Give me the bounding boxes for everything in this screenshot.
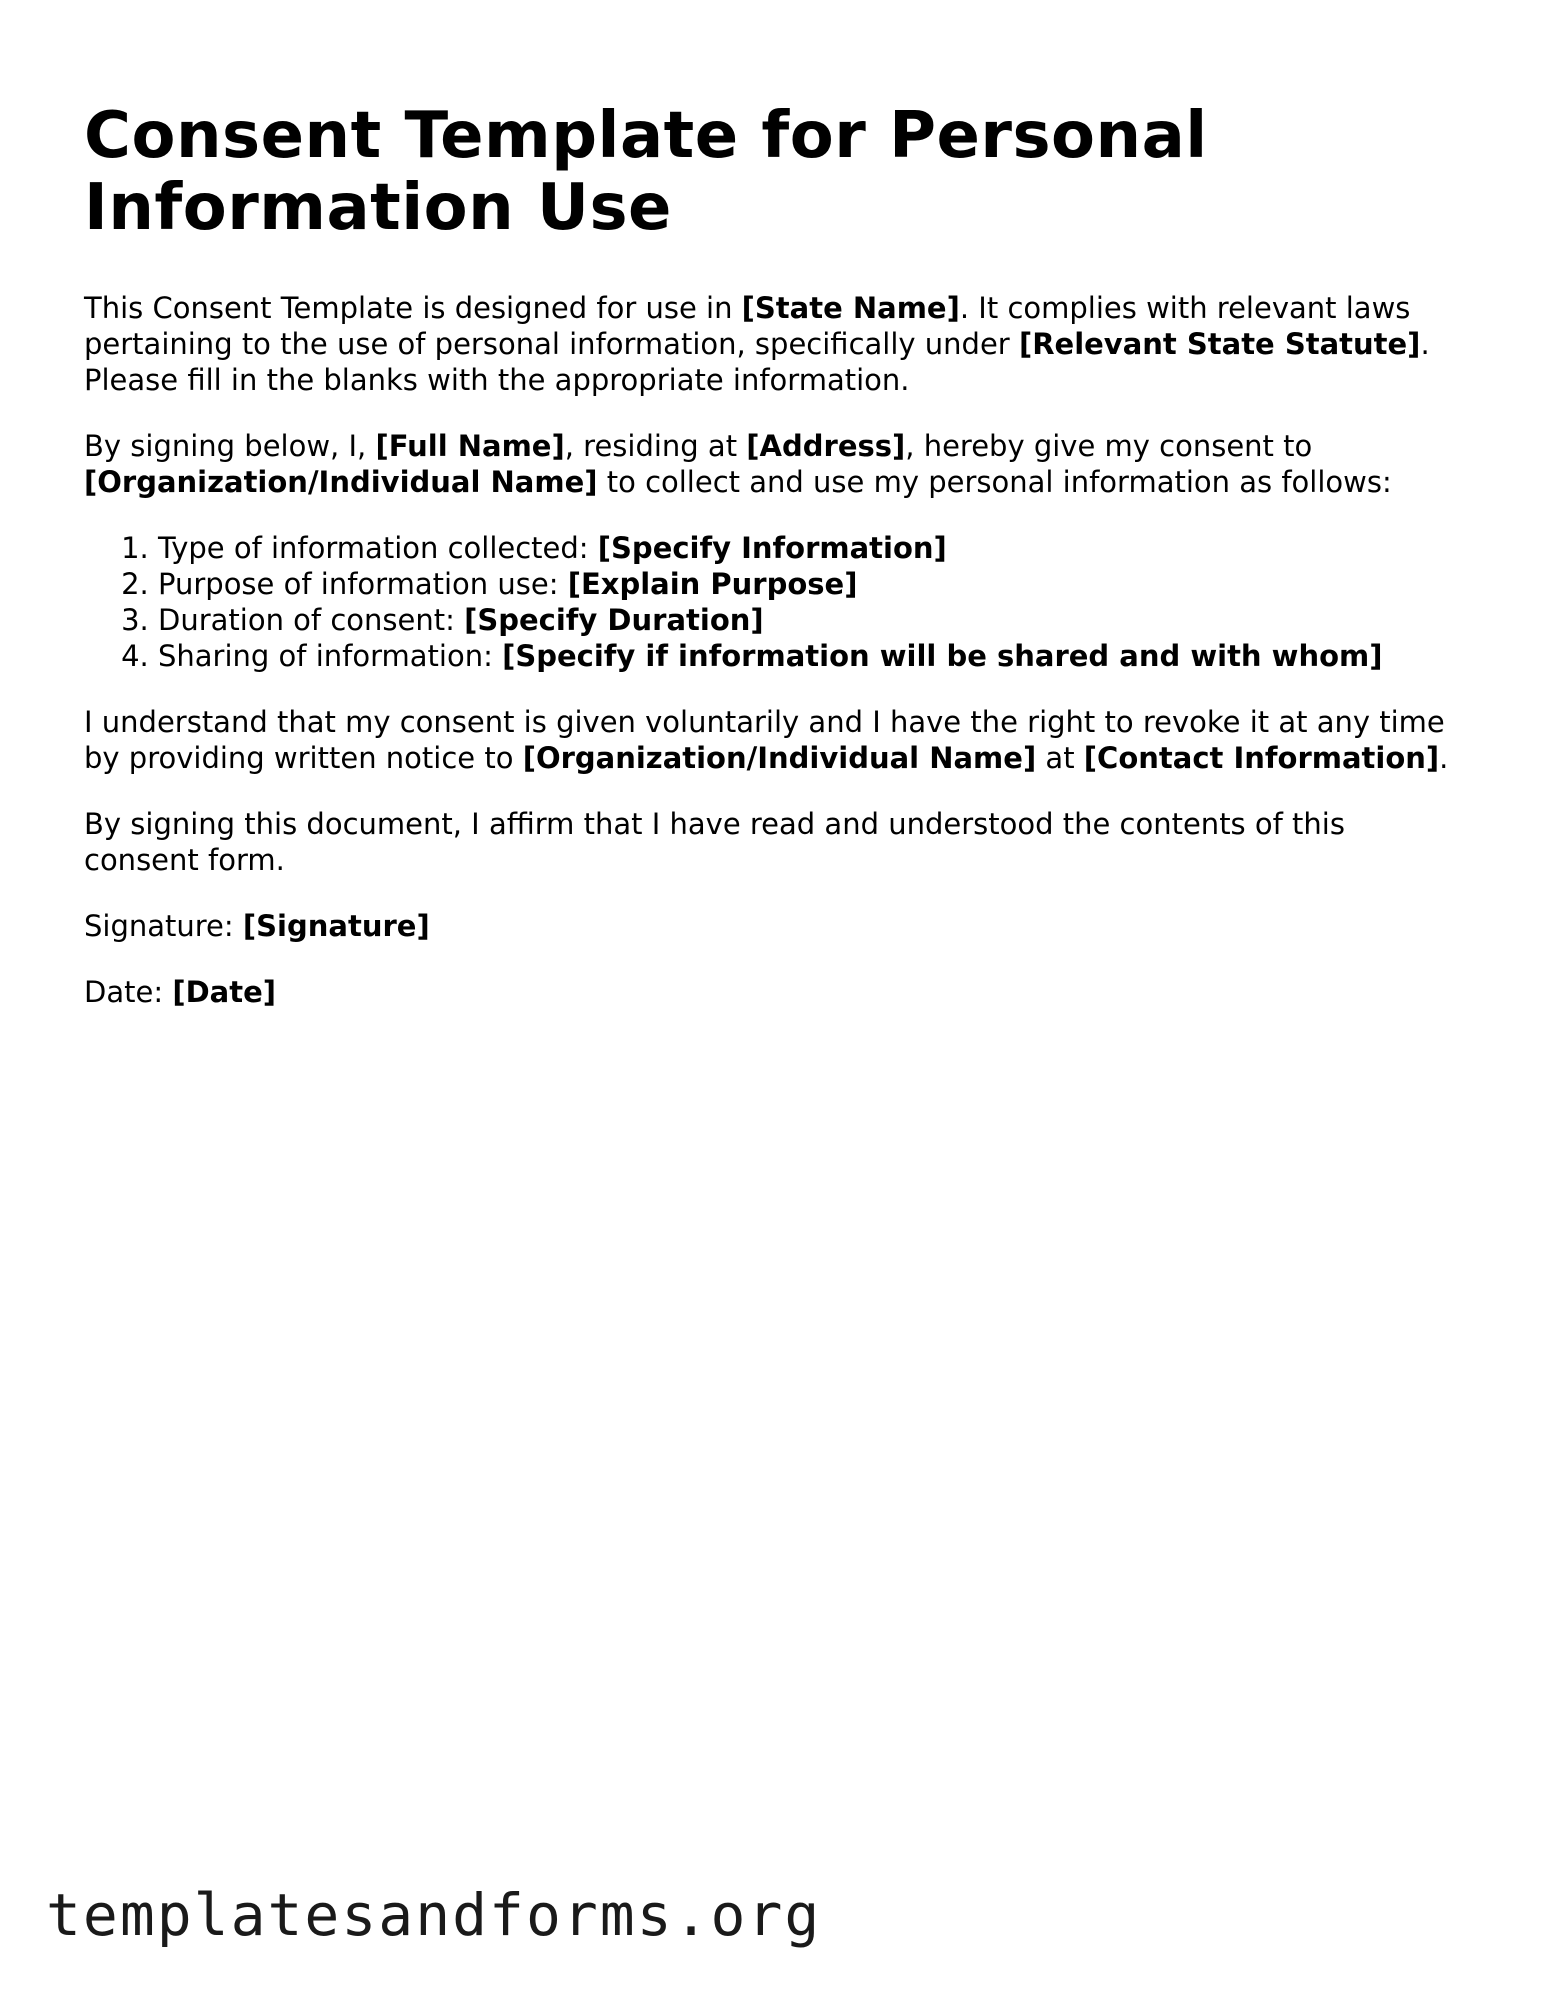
consent-text-3: , hereby give my consent to xyxy=(905,429,1313,463)
signature-label: Signature: xyxy=(84,909,243,943)
organization-placeholder: [Organization/Individual Name] xyxy=(522,741,1037,775)
consent-text-2: , residing at xyxy=(564,429,747,463)
list-item-placeholder: [Specify Information] xyxy=(597,531,947,565)
signature-placeholder: [Signature] xyxy=(242,909,430,943)
document xyxy=(84,100,1464,1040)
list-item-label: Duration of consent: xyxy=(158,603,465,637)
organization-placeholder: [Organization/Individual Name] xyxy=(84,465,598,499)
footer-watermark: templatesandforms.org xyxy=(46,1881,822,1949)
intro-paragraph xyxy=(84,290,1464,398)
consent-text-1: By signing below, I, xyxy=(84,429,376,463)
revoke-text-1: I understand that my consent is given voluntarily and I have the right to revoke it at any time by providing written notice to xyxy=(84,705,1445,775)
affirm-paragraph: By signing this document, I affirm that I have read and understood the contents of this consent form. xyxy=(84,807,1345,877)
intro-text-1: This Consent Template is designed for use in xyxy=(84,291,742,325)
date-placeholder: [Date] xyxy=(172,975,276,1009)
address-placeholder: [Address] xyxy=(746,429,906,463)
revoke-text-2: at xyxy=(1036,741,1084,775)
list-item-placeholder: [Specify Duration] xyxy=(464,603,764,637)
revoke-paragraph xyxy=(84,704,1464,776)
list-item xyxy=(158,530,1464,566)
list-item xyxy=(158,602,1464,638)
state-name-placeholder: [State Name] xyxy=(741,291,960,325)
list-item-label: Type of information collected: xyxy=(158,531,598,565)
contact-information-placeholder: [Contact Information] xyxy=(1083,741,1440,775)
consent-text-4: to collect and use my personal information as follows: xyxy=(597,465,1392,499)
document-body xyxy=(84,290,1464,1010)
revoke-text-3: . xyxy=(1439,741,1449,775)
list-item-placeholder: [Specify if information will be shared and with whom] xyxy=(502,639,1383,673)
date-line xyxy=(84,974,1464,1010)
intro-text-2: . It complies with relevant laws pertaining to the use of personal information, specifically under xyxy=(84,291,1411,361)
signature-line xyxy=(84,908,1464,944)
statute-placeholder: [Relevant State Statute] xyxy=(1018,327,1421,361)
list-item-placeholder: [Explain Purpose] xyxy=(567,567,858,601)
consent-paragraph xyxy=(84,428,1464,500)
consent-terms-list xyxy=(84,530,1464,674)
page-title: Consent Template for Personal Information Use xyxy=(84,99,1208,245)
intro-text-3: . Please fill in the blanks with the appropriate information. xyxy=(84,327,1430,397)
list-item-label: Purpose of information use: xyxy=(158,567,568,601)
list-item-label: Sharing of information: xyxy=(158,639,503,673)
list-item xyxy=(158,638,1464,674)
list-item xyxy=(158,566,1464,602)
date-label: Date: xyxy=(84,975,173,1009)
full-name-placeholder: [Full Name] xyxy=(375,429,565,463)
